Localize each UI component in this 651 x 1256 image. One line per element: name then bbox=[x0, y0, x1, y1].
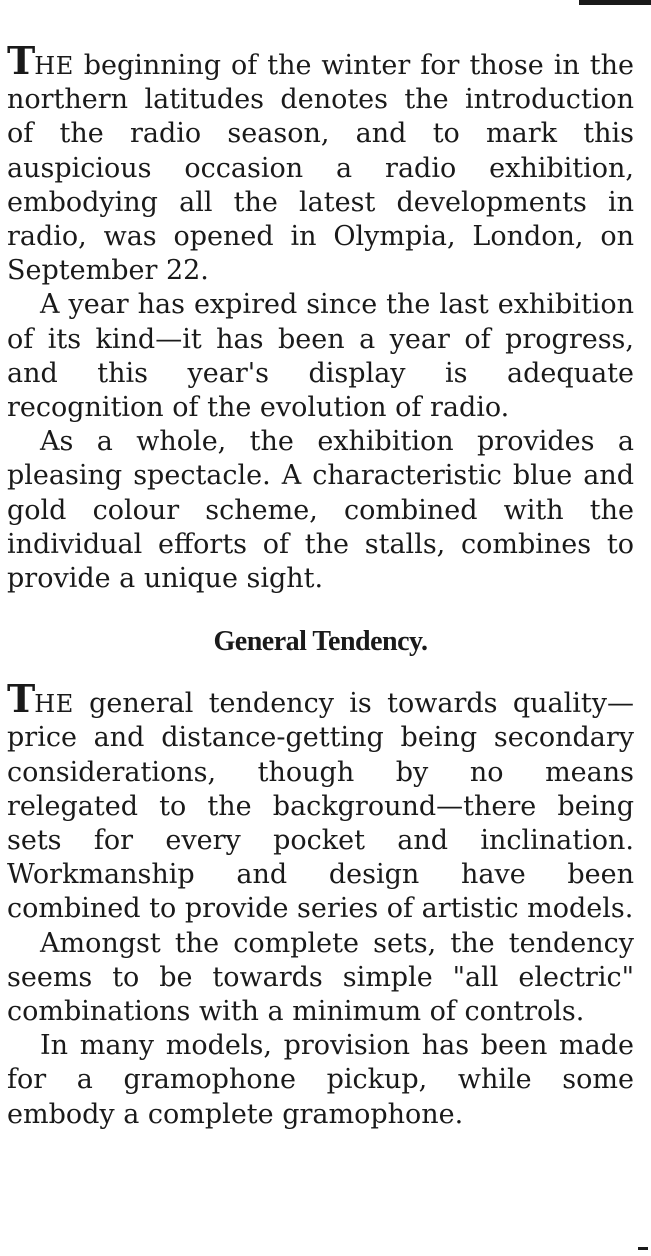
drop-cap-continuation: HE bbox=[34, 690, 74, 719]
drop-cap: T bbox=[7, 676, 35, 722]
article-paragraph: In many models, provision has been made for a gramophone pickup, while some embody a complete gramophone. bbox=[7, 1030, 634, 1130]
top-column-rule bbox=[579, 0, 651, 5]
article-paragraph bbox=[7, 38, 634, 288]
column-end-mark bbox=[638, 1247, 648, 1250]
article-paragraph: Amongst the complete sets, the tendency seems to be towards simple "all electric" combinations with a minimum of controls. bbox=[7, 927, 634, 1028]
drop-cap: T bbox=[7, 38, 35, 83]
article-paragraph bbox=[7, 676, 634, 926]
article-paragraph: A year has expired since the last exhibition of its kind—it has been a year of progress, and this year's display is adequate recognition of the evolution of radio. bbox=[7, 289, 634, 424]
paragraph-text: general tendency is towards quality—price and distance-getting being secondary considerations, though by no means relegated to the background—there being sets for every pocket and inclination. Workmanship and design have been combined to provide series of artistic models. bbox=[7, 688, 634, 925]
paragraph-text: beginning of the winter for those in the northern latitudes denotes the introduction of the radio season, and to mark this auspicious occasion a radio exhibition, embodying all the latest developments in radio, was opened in Olympia, London, on September 22. bbox=[7, 50, 634, 287]
drop-cap-continuation: HE bbox=[34, 52, 74, 80]
article-paragraph: As a whole, the exhibition provides a pleasing spectacle. A characteristic blue and gold colour scheme, combined with the individual efforts of the stalls, combines to provide a unique sight. bbox=[7, 426, 634, 595]
section-heading: General Tendency. bbox=[213, 626, 428, 658]
article-column bbox=[7, 38, 634, 1132]
